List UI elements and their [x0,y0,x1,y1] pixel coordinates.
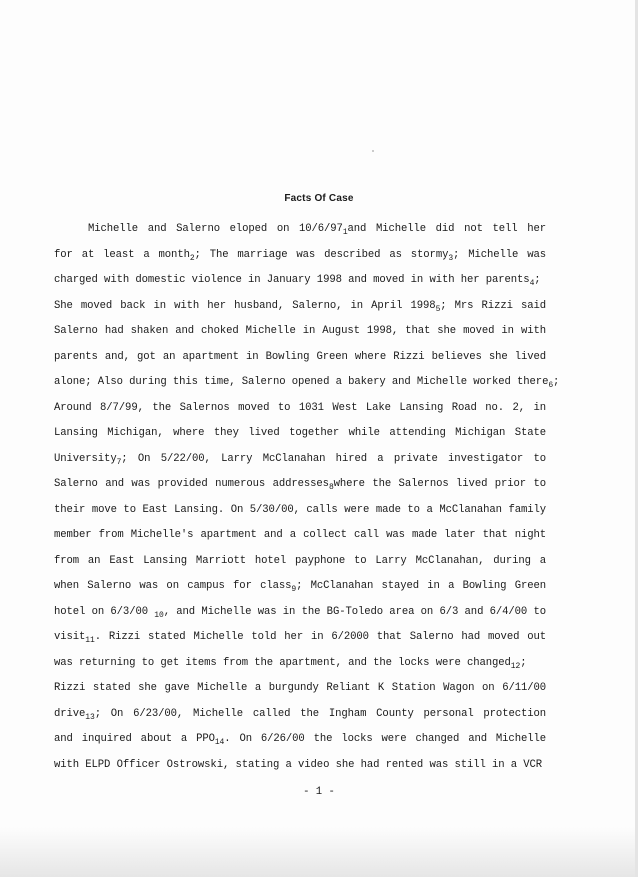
footnote-ref: 2 [189,253,195,263]
text-run: ; McClanahan stayed in a Bowling Green [296,580,546,592]
text-line [54,753,546,779]
text-run: visit [54,631,86,643]
text-line [54,625,546,651]
text-line [54,396,546,422]
text-line [54,370,560,396]
text-run: . Rizzi stated Michelle told her in 6/2000 that Salerno had moved out [94,631,546,643]
text-run: member from Michelle's apartment and a collect call was made later that night [54,529,546,541]
page-number: - 1 - [303,786,335,798]
footnote-ref: 5 [435,304,441,314]
footnote-ref: 14 [214,738,225,747]
text-run: ; [553,376,560,388]
text-line [54,472,546,498]
document-body [54,217,560,778]
text-run: and Michelle did not tell her [347,223,546,235]
text-run: hotel on 6/3/00 [54,605,155,618]
text-line [54,447,546,473]
text-run: charged with domestic violence in January 1998 and moved in with her parents [54,274,530,286]
footnote-ref: 7 [116,457,122,467]
text-run: ; On 5/22/00, Larry McClanahan hired a private investigator to [121,452,546,465]
text-line [54,268,546,294]
text-run: with ELPD Officer Ostrowski, stating a video she had rented was still in a VCR [54,758,543,771]
text-run: ; On 6/23/00, Michelle called the Ingham County personal protection [94,707,546,720]
footnote-ref: 6 [548,381,554,390]
text-line [54,243,546,269]
text-run: Salerno and was provided numerous addresses [54,478,329,490]
text-line [54,217,546,243]
text-run: University [54,452,117,465]
text-run: and inquired about a PPO [54,733,215,745]
text-run: alone; Also during this time, Salerno opened a bakery and Michelle worked there [54,376,549,388]
footnote-ref: 4 [529,279,535,288]
text-line [54,676,546,702]
text-run: when Salerno was on campus for class [54,580,292,592]
text-run: Rizzi stated she gave Michelle a burgundy Reliant K Station Wagon on 6/11/00 [54,682,546,694]
text-run: , and Michelle was in the BG-Toledo area on 6/3 and 6/4/00 to [163,605,546,618]
text-run: She moved back in with her husband, Salerno, in April 1998 [54,299,436,312]
text-line [54,345,546,371]
footnote-ref: 1 [342,228,348,237]
text-run: was returning to get items from the apartment, and the locks were changed [54,656,511,669]
text-run: drive [54,707,86,720]
text-run: parents and, got an apartment in Bowling Green where Rizzi believes she lived [54,350,546,363]
footnote-ref: 12 [510,661,521,671]
text-line [54,294,546,320]
text-run: Michelle and Salerno eloped on 10/6/97 [88,223,343,235]
text-line [54,574,546,600]
text-run: ; Michelle was [453,248,546,261]
text-run: ; [534,274,541,286]
text-run: from an East Lansing Marriott hotel payphone to Larry McClanahan, during a [54,554,546,567]
text-line [54,421,546,447]
text-run: ; Mrs Rizzi said [440,299,546,312]
footnote-ref: 10 [154,610,164,620]
footnote-ref: 13 [85,712,95,722]
text-line [54,549,546,575]
footnote-ref: 9 [291,585,297,594]
text-run: Around 8/7/99, the Salernos moved to 1031 West Lake Lansing Road no. 2, in [54,401,546,414]
document-title: Facts Of Case [284,193,354,204]
text-line [54,702,546,728]
text-line [54,600,546,626]
footnote-ref: 8 [328,483,334,492]
text-line [54,651,546,677]
text-line [54,727,546,753]
footnote-ref: 11 [85,636,95,645]
scan-speck [372,150,374,152]
text-run: ; [520,656,527,669]
text-line [54,523,546,549]
text-line [54,498,546,524]
footnote-ref: 3 [448,253,454,263]
text-run: for at least a month [54,248,190,261]
text-run: . On 6/26/00 the locks were changed and Michelle [224,733,546,745]
text-line [54,319,546,345]
text-run: ; The marriage was described as stormy [194,248,449,261]
text-run: where the Salernos lived prior to [333,478,546,490]
text-run: their move to East Lansing. On 5/30/00, calls were made to a McClanahan family [54,503,546,516]
scan-shadow [0,827,638,877]
text-run: Lansing Michigan, where they lived together while attending Michigan State [54,427,546,439]
text-run: Salerno had shaken and choked Michelle in August 1998, that she moved in with [54,325,546,337]
